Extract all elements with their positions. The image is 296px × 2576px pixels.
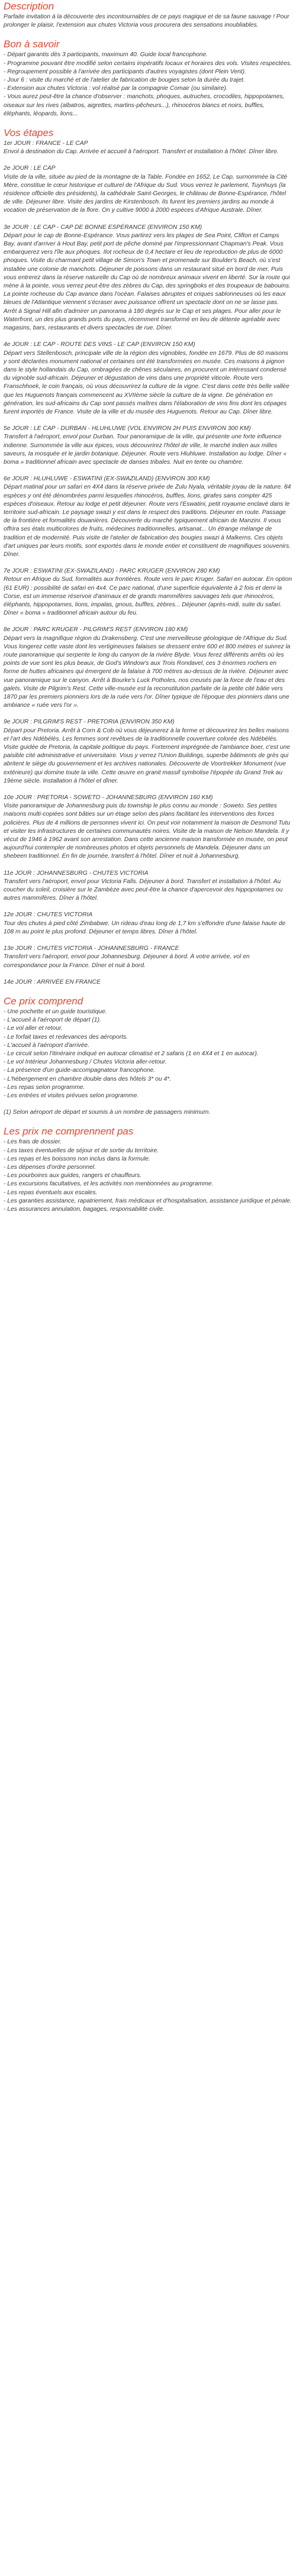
footnote: (1) Selon aéroport de départ et soumis à un nombre de passagers minimum. (4, 1109, 211, 1116)
day-text: Envol à destination du Cap. Arrivée et accueil à l'aéroport. Transfert et installation à l'hôtel. Dîner libre. (4, 148, 279, 156)
day-heading: 11e JOUR : JOHANNESBURG - CHUTES VICTORIA (4, 870, 149, 877)
day-text: Visite de la ville, située au pied de la montagne de la Table. Fondée en 1652, Le Cap, surnommée la Cité Mère, constitue le cœur historique et culturel de l'Afrique du Sud. Vous verrez le parlement, Tuynhuys (la résidence officielle des présidents), la cathédrale Saint-Georges, le château de Bonne-Espérance, l'hôtel de ville. Déjeuner libre. Visite des jardins de Kirstenbosch. Ils furent les premiers jardins au monde à vocation de préservation de la flore. On y cultive 9000 à 2000 espèces d'Afrique Australe. Dîner. (4, 173, 288, 214)
day-text: Transfert à l'aéroport, envol pour Durban. Tour panoramique de la ville, qui présente une forte influence indienne. Surnommée la ville aux épices, vous découvrirez l'hôtel de ville, le marché indien aux milles saveurs, la mosquée et le jardin botanique. Déjeuner. Route vers Hluhluwe. Installation au lodge. Dîner « boma » traditionnel africain avec spectacle de danses tribales. Nuit en tente ou chambre. (4, 434, 287, 466)
day-heading: 6e JOUR : HLUHLUWE - ESWATINI (EX-SWAZILAND) (ENVIRON 300 KM) (4, 476, 210, 483)
day-heading: 8e JOUR : PARC KRUGER - PILGRIM'S REST (ENVIRON 180 KM) (4, 626, 188, 634)
vos-etapes-section (4, 127, 292, 987)
itinerary-day (4, 567, 292, 618)
bon-a-savoir-title: Bon à savoir (4, 38, 60, 50)
description-title: Description (4, 1, 54, 12)
day-heading: 10e JOUR : PRETORIA - SOWETO - JOHANNESBURG (ENVIRON 160 KM) (4, 794, 213, 801)
bon-a-savoir-list (4, 51, 292, 118)
day-text: Départ vers la magnifique région du Drakensberg. C'est une merveilleuse géologique de l'Afrique du Sud. Vous longerez cette vaste dont les vertigineuses falaises se dressent entre 600 et 800 mètres et suivrez la route panoramique qui serpente le long du canyon de la rivière Blyde. Vous ferez différents arrêts où les points de vue sont les plus beaux, de God's Window's aux Trois Rondavel, ces 3 énormes rochers en forme de huttes africaines qui émergent de la falaise à 700 mètres au-dessus de la rivière. Déjeuner avec vue panoramique sur le canyon. Arrêt à Bourke's Luck Potholes, nos creusés par la force de l'eau et des galets. Visite de Pilgrim's Rest. Cette ville-musée est la reconstitution parfaite de la petite cité bâtie vers 1870 par les premiers pionniers lors de la ruée vers l'or. Dîner typique de l'époque des pionniers dans une ambiance « ruée vers l'or ». (4, 635, 291, 709)
list-item: - L'accueil à l'aéroport d'arrivée. (4, 1042, 89, 1049)
prix-ne-comprend-pas-section (4, 1125, 292, 1214)
itinerary-day (4, 626, 292, 710)
list-item: - La présence d'un guide-accompagnateur francophone. (4, 1067, 156, 1074)
prix-comprend-list (4, 1008, 292, 1100)
list-item: - Les pourboires aux guides, rangers et chauffeurs. (4, 1172, 141, 1179)
day-text: Transfert vers l'aéroport, envol pour Victoria Falls. Déjeuner à bord. Transfert et installation à l'hôtel. Au coucher du soleil, croisière sur le Zambèze avec peut-être la chance d'apercevoir des hippopotames ou autres mammifères. Dîner à l'hôtel. (4, 878, 283, 902)
description-text: Parfaite invitation à la découverte des incontournables de ce pays magique et de sa faune sauvage ! Pour prolonger le plaisir, l'extension aux chutes Victoria vous procurera des sensations inoubliables. (4, 14, 289, 29)
list-item: - Les frais de dossier. (4, 1139, 62, 1146)
day-heading: 7e JOUR : ESWATINI (EX-SWAZILAND) - PARC KRUGER (ENVIRON 280 KM) (4, 568, 220, 575)
bon-a-savoir-section (4, 38, 292, 118)
day-heading: 14e JOUR : ARRIVÉE EN FRANCE (4, 978, 101, 985)
list-item: - Le vol aller et retour. (4, 1025, 63, 1032)
day-heading: 2e JOUR : LE CAP (4, 165, 56, 172)
day-heading: 4e JOUR : LE CAP - ROUTE DES VINS - LE CAP (ENVIRON 150 KM) (4, 341, 195, 348)
list-item: - Les taxes éventuelles de séjour et de sortie du territoire. (4, 1147, 159, 1154)
itinerary-day (4, 475, 292, 559)
list-item: - Regroupement possible à l'arrivée des participants d'autres voyagistes (dont Plein Vent). (4, 68, 246, 75)
list-item: - Programme pouvant être modifié selon certains impératifs locaux et horaires des vols. Visites respectées. (4, 60, 292, 67)
day-text: Transfert vers l'aéroport, envol pour Johannesburg. Déjeuner à bord. À votre arrivée, vol en correspondance pour la France. Dîner et nuit à bord. (4, 954, 250, 969)
list-item: - Une pochette et un guide touristique. (4, 1008, 107, 1015)
day-text: Départ pour le cap de Bonne-Espérance. Vous partirez vers les plages de Sea Point, Clifton et Camps Bay, avant d'arriver à Hout Bay, petit port de pêche dominé par l'impressionnant Chapman's Peak. Vous embarquerez vers l'île aux phoques. Ilot rocheux de 0,4 hectare et lieu de reproduction de plus de 6000 phoques. Visite du charmant petit village de Simon's Town et promenade sur Boulder's Beach, où s'est installée une colonie de manchots. Déjeuner de poissons dans un restaurant situé en bord de mer. Puis vous entrerez dans la réserve naturelle du Cap où de nombreux animaux vivent en liberté. Sur la route qui mène à la pointe, vous verrez peut-être des zèbres du Cap, des springboks et des troupeaux de babouins. La pointe rocheuse du Cap avance dans l'océan. Falaises abruptes et criques sablonneuses où les eaux bleues de l'Atlantique viennent s'écraser avec puissance offrent un spectacle dont on ne se lasse pas. Arrêt à Signal Hill afin d'admirer un panorama à 180 degrés sur le Cap et ses plages. Pour aller pour le Waterfront, un des plus grands ports du pays, récemment transformé en lieu de détente agréable avec magasins, bars, restaurants et divers spectacles de rue. Dîner. (4, 232, 291, 332)
day-heading: 1er JOUR : FRANCE - LE CAP (4, 140, 88, 147)
day-text: Départ matinal pour un safari en 4X4 dans la réserve privée de Zulu Nyala, véritable joyau de la nature. 84 espèces y ont été dénombrées parmi lesquelles rhinocéros, buffles, lions, girafes sans compter 425 espèces d'oiseaux. Retour au lodge et petit déjeuner. Route vers l'Eswatini, petit royaume enclavé dans le territoire sud-africain. Le paysage swazi y est dans le respect des traditions. Déjeuner en route. Passage de la frontière et formalités douanières. Découverte du marché typiquement africain de Manzini. Il vous offrira ses étals multicolores de fruits, médecines traditionnelles, artisanat... Un étrange mélange de tradition et de modernité. Puis visite de l'atelier de fabrication des bougies swazi à Malkerns. Ces objets d'art uniques par leurs motifs, sont exportés dans le monde entier et constituent de magnifiques souvenirs. Dîner. (4, 484, 291, 558)
day-text: Tour des chutes à pied côté Zimbabwe. Un rideau d'eau long de 1,7 km s'effondre d'une falaise haute de 108 m au point le plus profond. Déjeuner et temps libres. Dîner à l'hôtel. (4, 920, 286, 935)
itinerary-day (4, 945, 292, 970)
list-item: - Le vol Intérieur Johannesburg / Chutes Victoria aller-retour. (4, 1059, 167, 1066)
day-text: Départ vers Stellenbosch, principale ville de la région des vignobles, fondée en 1679. Plus de 60 maisons y sont déclarées monument national et certaines ont été transformées en musée. Ces maisons à pignon dans le style hollandais du Cap, ombragées de chênes séculaires, en procurent un intéressant condensé du vignoble sud-africain. Déjeuner et dégustation de vins dans une propriété viticole. Route vers Franschhoek, le coin français, où vous découvrirez la culture de la vigne. C'est dans cette très belle vallée que les Huguenots français commencent au XVIIème siècle la culture de la vigne. De génération en génération, les sud-africains du Cap sont passés maîtres dans l'élaboration de vins fins dont les cépages furent importés de France. Visite de la ville et du musée des Huguenots. Retour au Cap. Dîner libre. (4, 350, 289, 415)
itinerary-day (4, 794, 292, 861)
itinerary-day (4, 341, 292, 416)
prix-comprend-title: Ce prix comprend (4, 995, 83, 1007)
day-heading: 13e JOUR : CHUTES VICTORIA - JOHANNESBURG - FRANCE (4, 945, 179, 952)
list-item: - Le circuit selon l'itinéraire indiqué en autocar climatisé et 2 safaris (1 en 4X4 et 1 en autocar). (4, 1050, 259, 1057)
description-section (4, 0, 292, 30)
itinerary-day (4, 164, 292, 215)
list-item: - Les repas selon programme. (4, 1084, 85, 1091)
day-heading: 5e JOUR : LE CAP - DURBAN - HLUHLUWE (VOL ENVIRON 2H PUIS ENVIRON 300 KM) (4, 425, 251, 432)
prix-ne-comprend-pas-list (4, 1138, 292, 1214)
list-item: - Les assurances annulation, bagages, responsabilité civile. (4, 1205, 165, 1213)
itinerary-day (4, 870, 292, 903)
list-item: - Extension aux chutes Victoria : vol réalisé par la compagnie Comair (ou similaire). (4, 85, 228, 92)
list-item: - Le forfait taxes et redevances des aéroports. (4, 1033, 128, 1040)
list-item: - L'hébergement en chambre double dans des hôtels 3* ou 4*. (4, 1075, 172, 1082)
page (0, 0, 296, 1228)
list-item: - Jour 6 : visite du marché et de l'atelier de fabrication de bougies selon la durée du trajet. (4, 77, 245, 84)
itinerary-day (4, 718, 292, 786)
itinerary-day (4, 911, 292, 936)
list-item: - Les repas éventuels aux escales. (4, 1189, 98, 1196)
day-text: Visite panoramique de Johannesburg puis du township le plus connu au monde : Soweto. Ses petites maisons multi-copiées sont bâties sur un étage selon des plans facilitant les interventions des forces policières. Plus de 4 millions de personnes vivent ici. On peut voir notamment la maison de Desmond Tutu et visiter les infrastructures de certaines communautés noires. Visite de la maison de Nelson Mandela. Il y vécut de 1946 à 1962 avant son arrestation. Dans cette ancienne maison transformée en musée, on peut aujourd'hui contempler de nombreuses photos et objets personnels de Mandela. Déjeuner dans un shebeen traditionnel. En fin de journée, transfert à l'hôtel. Dîner et nuit à Johannesburg. (4, 803, 290, 860)
day-heading: 12e JOUR : CHUTES VICTORIA (4, 912, 93, 919)
itinerary-day (4, 140, 292, 156)
list-item: - Les dépenses d'ordre personnel. (4, 1163, 96, 1171)
list-item: - Les excursions facultatives, et les activités non mentionnées au programme. (4, 1181, 214, 1188)
vos-etapes-title: Vos étapes (4, 127, 54, 139)
itinerary-day (4, 978, 292, 987)
list-item: - Les entrées et visites prévues selon programme. (4, 1092, 139, 1099)
prix-ne-comprend-pas-title: Les prix ne comprennent pas (4, 1126, 134, 1137)
list-item: - L'accueil à l'aéroport de départ (1). (4, 1017, 101, 1024)
itinerary-day (4, 224, 292, 333)
list-item: - Départ garantis dès 3 participants, maximum 40. Guide local francophone. (4, 51, 208, 59)
day-text: Retour en Afrique du Sud, formalités aux frontières. Route vers le parc Kruger. Safari en autocar. En option (61 EUR) : possibilité de safari en 4x4. Ce parc national, d'une superficie équivalente à 2 fois et demi la Corse, est un immense réservoir d'animaux et de grands mammifères sauvages tels que rhinocéros, éléphants, hippopotames, lions, impalas, gnous, buffles, zèbres... Déjeuner (après-midi, suite du safari. Dîner « boma » traditionnel africain autour du feu. (4, 576, 292, 617)
list-item: - Les garanties assistance, rapatriement, frais médicaux et d'hospitalisation, assistance juridique et pénale. (4, 1197, 292, 1204)
itinerary-day (4, 425, 292, 467)
itinerary (4, 140, 292, 987)
day-text: Départ pour Pretoria. Arrêt à Corn & Cob où vous déjeunerez à la ferme et découvrirez les belles maisons et l'art des Ndébélés. Les femmes sont revêtues de la traditionnelle couverture colorée des Ndébélés. Visite guidée de Pretoria, la capitale politique du pays. Fortement imprégnée de l'ambiance boer, c'est une paisible cité administrative et universitaire. Vous y verrez l'Union Buildings, superbe bâtiments de grès qui abritent le siège du gouvernement et les archives nationales. Découverte de Voortrekker Monument (vue extérieure) qui domine toute la ville. Cette œuvre en granit massif symbolise l'épopée du Grand Trek au 19ème siècle. Installation à l'hôtel et dîner. (4, 727, 290, 784)
list-item: - Vous aurez peut-être la chance d'observer : manchots, phoques, autruches, crocodiles, hippopotames, oiseaux sur les rives (albatros, aigrettes, martins-pêcheurs...), rhinocéros blancs et noirs, buffles, éléphants, léopards, lions... (4, 93, 285, 117)
day-heading: 3e JOUR : LE CAP - CAP DE BONNE ESPÉRANCE (ENVIRON 150 KM) (4, 224, 202, 231)
prix-comprend-section (4, 995, 292, 1117)
day-heading: 9e JOUR : PILGRIM'S REST - PRETORIA (ENVIRON 350 KM) (4, 719, 175, 726)
list-item: - Les repas et les boissons non inclus dans la formule. (4, 1155, 150, 1162)
